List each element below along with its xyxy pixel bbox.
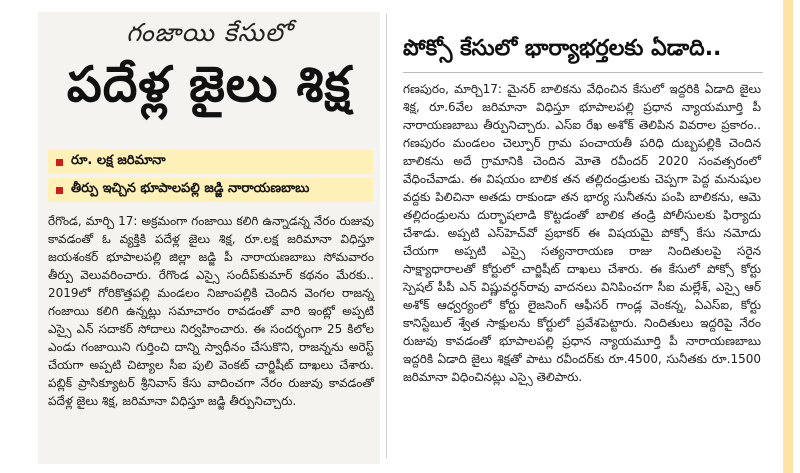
square-bullet-icon (56, 159, 63, 166)
bullet-item (48, 150, 373, 174)
page-edge-strip (783, 0, 793, 473)
column-divider (386, 14, 387, 458)
bullet-text: తీర్పు ఇచ్చిన భూపాలపల్లి జడ్జి నారాయణబాబు (71, 181, 310, 196)
bullet-text: రూ. లక్ష జరిమానా (71, 153, 166, 168)
article-headline: పోక్సో కేసులో భార్యాభర్తలకు ఏడాది.. (403, 36, 722, 61)
square-bullet-icon (56, 187, 63, 194)
bullet-item (48, 178, 373, 202)
left-article (38, 12, 380, 464)
highlight-bullets (48, 150, 373, 206)
article-headline: పదేళ్ల జైలు శిక్ష (66, 56, 352, 113)
article-body: గణపురం, మార్చి17: మైనర్ బాలికను వేధించిన కేసులో ఇద్దరికి ఏడాది జైలు శిక్ష, రూ.6వేల జరిమానా విధిస్తూ భూపాలపల్లి ప్రధాన న్యాయమూర్తి పీ నారాయణబాబు తీర్పునిచ్చారు. ఎస్ఐ రేఖ అశోక్ తెలిపిన వివరాల ప్రకారం.. గణపురం మండలం చెల్పూర్ గ్రామ పంచాయతీ పరిధి దుబ్బపల్లికి చెందిన బాలికను అదే గ్రామానికి చెందిన మోతె రవీందర్ 2020 సంవత్సరంలో వేధించేవాడు. ఈ విషయం బాలిక తన తల్లిదండ్రులకు చెప్పగా పెద్ద మనుషుల వద్దకు పిలిచినా అతడు రాకుండా తన భార్య సునీతను పంపి బాలికను, ఆమె తల్లిదండ్రులను దుర్భాషలాడి కొట్టడంతో బాలిక తండ్రి పోలీసులకు ఫిర్యాదు చేశాడు. అప్పటి ఎస్‌హెచ్‌వో ప్రభాకర్ ఈ విషయమై పోక్సో కేసు నమోదు చేయగా అప్పటి ఎస్సై సత్యనారాయణ రాజు నిందితులపై సరైన సాక్ష్యాధారాలతో కోర్టులో చార్జిషీట్ దాఖలు చేశారు. ఈ కేసులో పోక్సో కోర్టు స్పెషల్ పీపీ ఎన్ విష్ణువర్ధన్‌రావు వాదనలు వినిపించగా సీఐ మల్లేశ్, ఎస్సై ఆర్ అశోక్ ఆధ్వర్యంలో కోర్టు లైజనింగ్ ఆఫీసర్ గాండ్ల వెంకన్న, ఏఎస్ఐ, కోర్టు కానిస్టేబుల్ శ్వేత సాక్షులను కోర్టులో ప్రవేశపెట్టారు. నిందితులు ఇద్దరిపై నేరం రుజువు కావడంతో భూపాలపల్లి ప్రధాన న్యాయమూర్తి పీ నారాయణబాబు ఇద్దరికి ఏడాది జైలు శిక్షతో పాటు రవీందర్‌కు రూ.4500, సునీతకు రూ.1500 జరిమానా విధించినట్లు ఎస్సై తెలిపారు. (403, 82, 761, 384)
headline-rule (403, 72, 763, 73)
right-article (395, 12, 767, 464)
article-body: రేగొండ, మార్చి 17: అక్రమంగా గంజాయి కలిగి ఉన్నాడన్న నేరం రుజువు కావడంతో ఓ వ్యక్తికి పదేళ్ల జైలు శిక్ష, రూ.లక్ష జరిమానా విధిస్తూ జయశంకర్ భూపాలపల్లి జిల్లా జడ్జి పీ నారాయణబాబు సోమవారం తీర్పు వెలువరించారు. రేగొండ ఎస్సై సందీప్‌కుమార్ కథనం మేరకు.. 2019లో గోరికొత్తపల్లి మండలం నిజాంపల్లికి చెందిన వెంగల రాజన్న గంజాయి కలిగి ఉన్నట్లు సమాచారం రావడంతో వారి ఇంట్లో అప్పటి ఎస్సై ఎన్ సదాకర్ సోదాలు నిర్వహించారు. ఈ సందర్భంగా 25 కిలోల ఎండు గంజాయిని గుర్తించి దాన్ని స్వాధీనం చేసుకొని, రాజన్నను అరెస్ట్ చేయగా అప్పటి చిట్యాల సీఐ పులి వెంకట్ చార్జిషీట్ దాఖలు చేశారు. పబ్లిక్ ప్రాసిక్యూటర్ శ్రీనివాస్ కేసు వాదించగా నేరం రుజువు కావడంతో పదేళ్ల జైలు శిక్ష, జరిమానా విధిస్తూ జడ్జి తీర్పునిచ్చారు. (48, 214, 374, 408)
article-kicker: గంజాయి కేసులో (126, 18, 292, 47)
